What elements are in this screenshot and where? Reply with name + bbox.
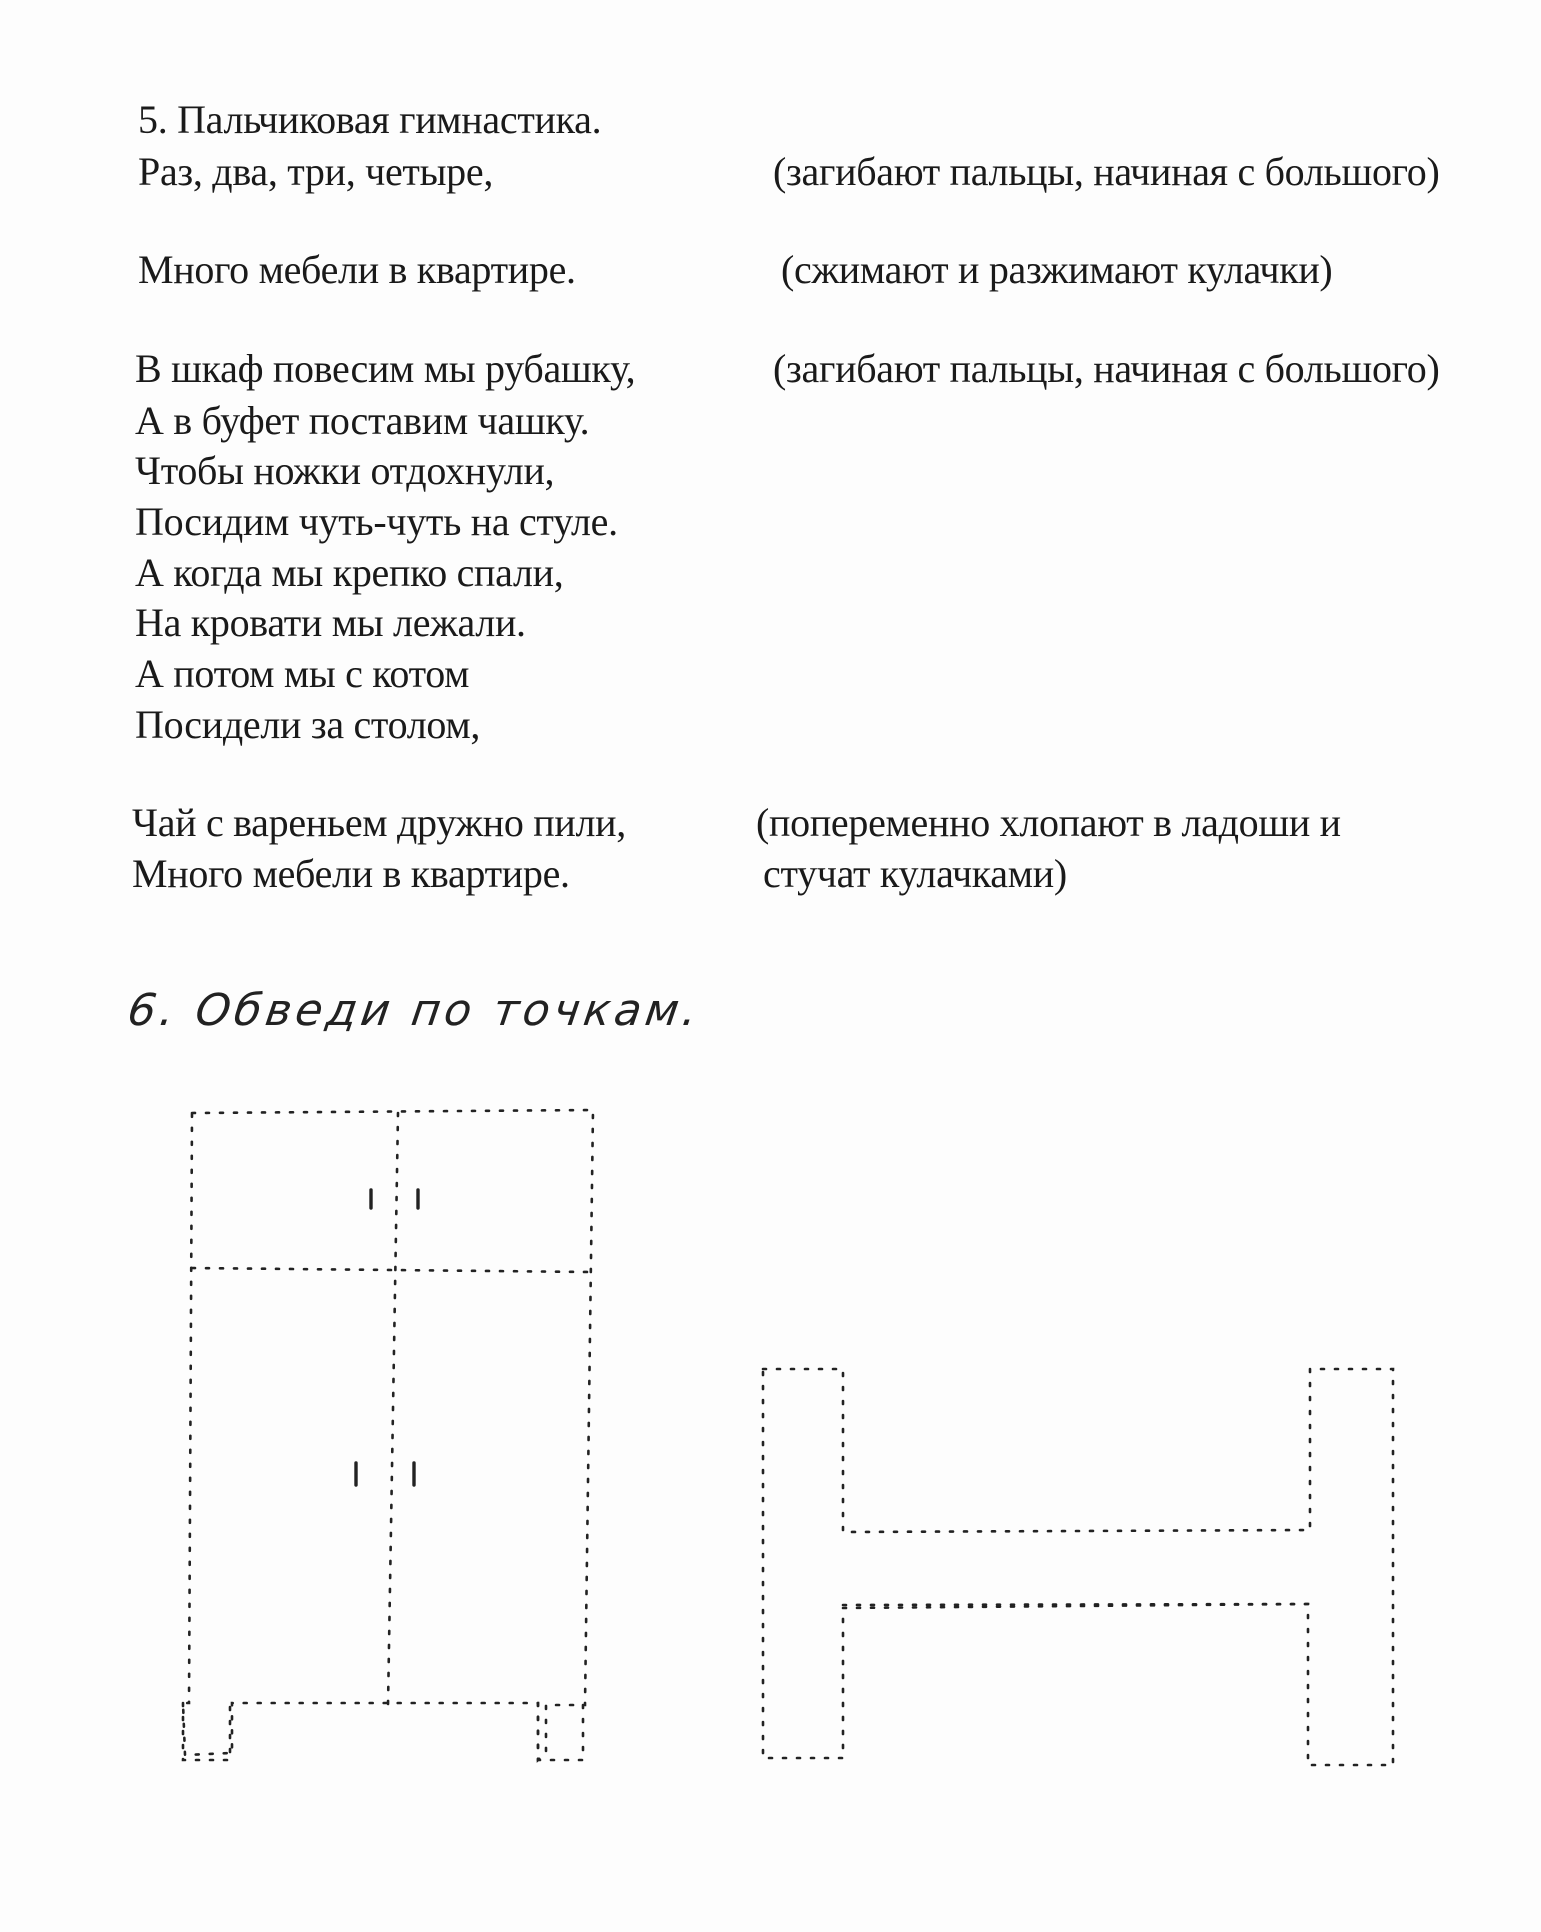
verse-line-11: Чай с вареньем дружно пили, <box>132 800 626 845</box>
verse-line-7: А когда мы крепко спали, <box>135 550 564 595</box>
wardrobe-figure <box>183 1110 593 1760</box>
bed-figure <box>763 1369 1393 1765</box>
action-line-11: (попеременно хлопают в ладоши и <box>756 800 1341 845</box>
wardrobe-handles <box>356 1190 418 1485</box>
verse-line-8: На кровати мы лежали. <box>135 600 526 645</box>
wardrobe-door-divider <box>388 1113 398 1705</box>
section5-title: 5. Пальчиковая гимнастика. <box>138 97 602 142</box>
action-line-2: (сжимают и разжимают кулачки) <box>781 247 1333 292</box>
verse-line-5: Чтобы ножки отдохнули, <box>135 448 555 493</box>
wardrobe-shelf-line <box>192 1268 591 1272</box>
verse-line-10: Посидели за столом, <box>135 702 481 747</box>
action-line-1: (загибают пальцы, начиная с большого) <box>773 149 1440 194</box>
action-line-12: стучат кулачками) <box>763 851 1067 896</box>
bed-headboard <box>763 1369 1393 1765</box>
verse-line-12: Много мебели в квартире. <box>132 851 570 896</box>
verse-line-6: Посидим чуть-чуть на стуле. <box>135 499 618 544</box>
verse-line-3: В шкаф повесим мы рубашку, <box>135 346 636 391</box>
wardrobe-left-leg <box>183 1703 230 1760</box>
verse-line-4: А в буфет поставим чашку. <box>135 398 590 443</box>
verse-line-9: А потом мы с котом <box>135 651 470 696</box>
section6-title: 6. Обведи по точкам. <box>124 985 705 1036</box>
verse-line-1: Раз, два, три, четыре, <box>138 149 494 194</box>
bed-mattress-lower <box>843 1604 1310 1605</box>
verse-line-2: Много мебели в квартире. <box>138 247 576 292</box>
wardrobe-right-leg <box>538 1703 583 1760</box>
action-line-3: (загибают пальцы, начиная с большого) <box>773 346 1440 391</box>
